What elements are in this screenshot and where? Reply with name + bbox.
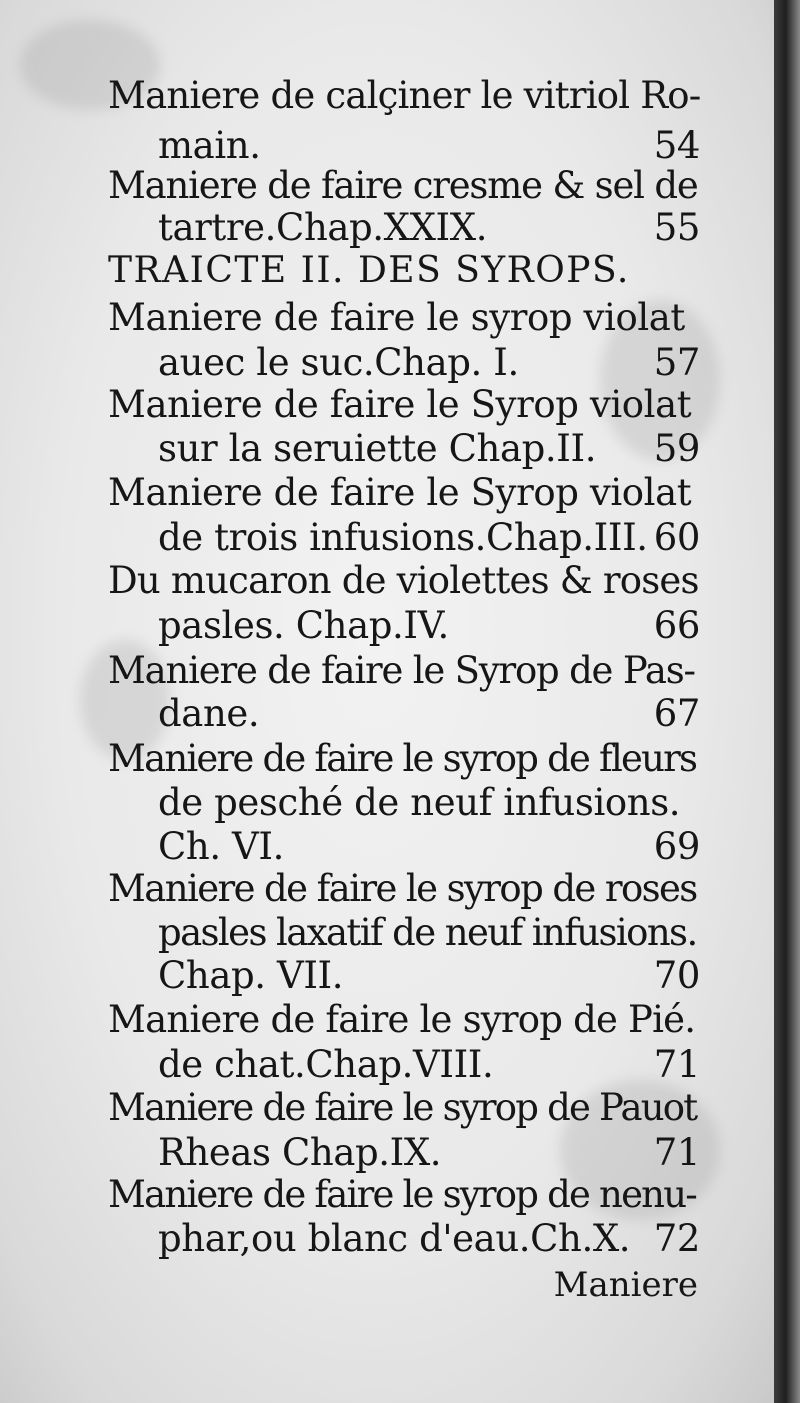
toc-entry-line	[108, 295, 700, 341]
toc-entry-line	[158, 691, 700, 737]
toc-entry-line	[158, 953, 700, 999]
toc-entry-text: Rheas Chap.IX.	[158, 1131, 442, 1174]
toc-entry-text: Maniere de faire le syrop de fleurs	[108, 737, 697, 780]
toc-entry-text: auec le suc.Chap. I.	[158, 341, 519, 384]
page-number: 72	[653, 1217, 700, 1260]
toc-entry-line	[108, 470, 700, 516]
toc-entry-line	[108, 382, 700, 428]
page-number: 60	[653, 516, 700, 559]
toc-entry-line	[158, 910, 700, 956]
page-number: 70	[653, 954, 700, 997]
toc-entry-text: Maniere de faire le syrop de roses	[108, 867, 697, 910]
toc-entry-text: Du mucaron de violettes & roses	[108, 559, 699, 602]
toc-entry-text: Chap. VII.	[158, 954, 344, 997]
toc-entry-line	[158, 1130, 700, 1176]
catchword: Maniere	[553, 1265, 698, 1305]
toc-entry-text: de pesché de neuf infusions.	[158, 781, 681, 824]
toc-entry-text: tartre.Chap.XXIX.	[158, 206, 488, 249]
toc-entry-text: phar,ou blanc d'eau.Ch.X.	[158, 1217, 631, 1260]
page-number: 71	[653, 1043, 700, 1086]
toc-entry-line	[158, 340, 700, 386]
toc-entry-line	[158, 205, 700, 251]
toc-entry-line	[108, 736, 700, 782]
toc-entry-text: Maniere de faire le Syrop violat	[108, 383, 692, 426]
toc-entry-line	[108, 866, 700, 912]
toc-entry-text: pasles laxatif de neuf infusions.	[158, 911, 697, 954]
toc-entry-line	[158, 515, 700, 561]
toc-entry-text: pasles. Chap.IV.	[158, 604, 449, 647]
toc-entry-text: de trois infusions.Chap.III.	[158, 516, 648, 559]
page-number: 54	[653, 124, 700, 167]
page-number: 66	[653, 604, 700, 647]
page-number: 59	[653, 427, 700, 470]
toc-entry-text: Maniere de faire le syrop violat	[108, 296, 685, 339]
toc-entry-text: Maniere de faire cresme & sel de	[108, 164, 698, 207]
toc-entry-line	[158, 426, 700, 472]
page-number: 55	[653, 206, 700, 249]
toc-entry-line	[108, 73, 700, 119]
toc-entry-line	[108, 997, 700, 1043]
page-number: 67	[653, 692, 700, 735]
toc-entry-text: main.	[158, 124, 261, 167]
page-number: 71	[653, 1131, 700, 1174]
toc-entry-line	[108, 1085, 700, 1131]
toc-entry-line	[108, 648, 700, 694]
toc-entry-text: sur la seruiette Chap.II.	[158, 427, 597, 470]
toc-entry-line	[158, 780, 700, 826]
toc-entry-text: Maniere de faire le Syrop de Pas-	[108, 649, 695, 692]
toc-entry-text: dane.	[158, 692, 260, 735]
page-number: 69	[653, 825, 700, 868]
toc-entry-text: Ch. VI.	[158, 825, 284, 868]
toc-entry-line	[158, 603, 700, 649]
toc-entry-text: Maniere de faire le Syrop violat	[108, 471, 692, 514]
page-number: 57	[653, 341, 700, 384]
toc-entry-text: Maniere de faire le syrop de nenu-	[108, 1173, 696, 1216]
toc-entry-line	[108, 1172, 700, 1218]
toc-entry-text: Maniere de faire le syrop de Pauot	[108, 1086, 697, 1129]
toc-entry-line	[158, 824, 700, 870]
toc-entry-line	[158, 1216, 700, 1262]
toc-entry-text: de chat.Chap.VIII.	[158, 1043, 494, 1086]
section-heading: TRAICTE II. DES SYROPS.	[108, 250, 630, 291]
toc-entry-line	[158, 1042, 700, 1088]
toc-entry-text: Maniere de calçiner le vitriol Ro-	[108, 74, 701, 117]
toc-entry-text: Maniere de faire le syrop de Pié.	[108, 998, 696, 1041]
toc-entry-line	[108, 163, 700, 209]
toc-entry-line	[108, 558, 700, 604]
